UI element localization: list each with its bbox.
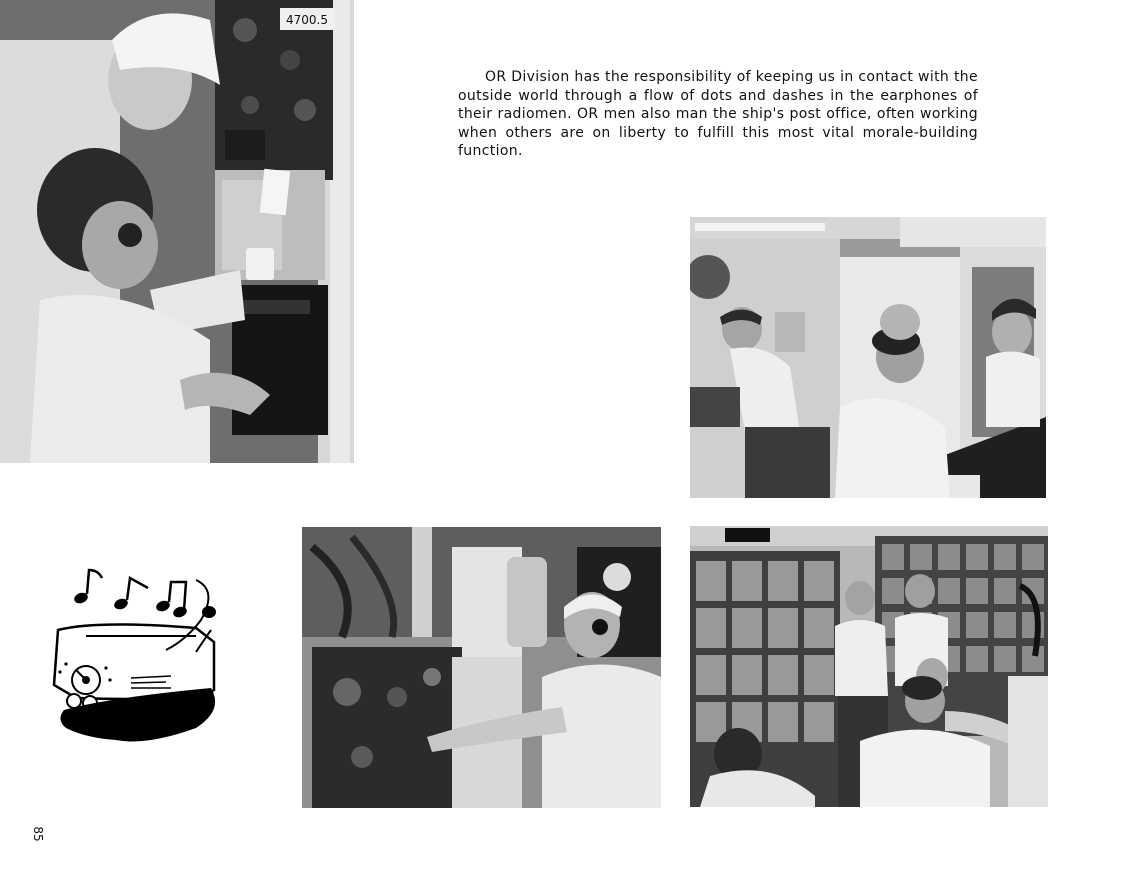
caption-text: OR Division has the responsibility of keeping us in contact with the outside world through a flow of dots and dashes in the earphones of their radiomen. OR men also man the ship's post office, often working when others are on liberty to fulfill this most vital morale-building function. [458,69,978,160]
photo-radioman-typewriter [0,0,354,463]
frequency-label: 4700.5 [286,13,328,27]
photo-switchboard-room [690,526,1048,807]
page-number: 85 [31,826,45,842]
photo-radio-operator [302,527,661,808]
photo-post-office [690,217,1046,498]
music-radio-emblem [46,560,226,746]
